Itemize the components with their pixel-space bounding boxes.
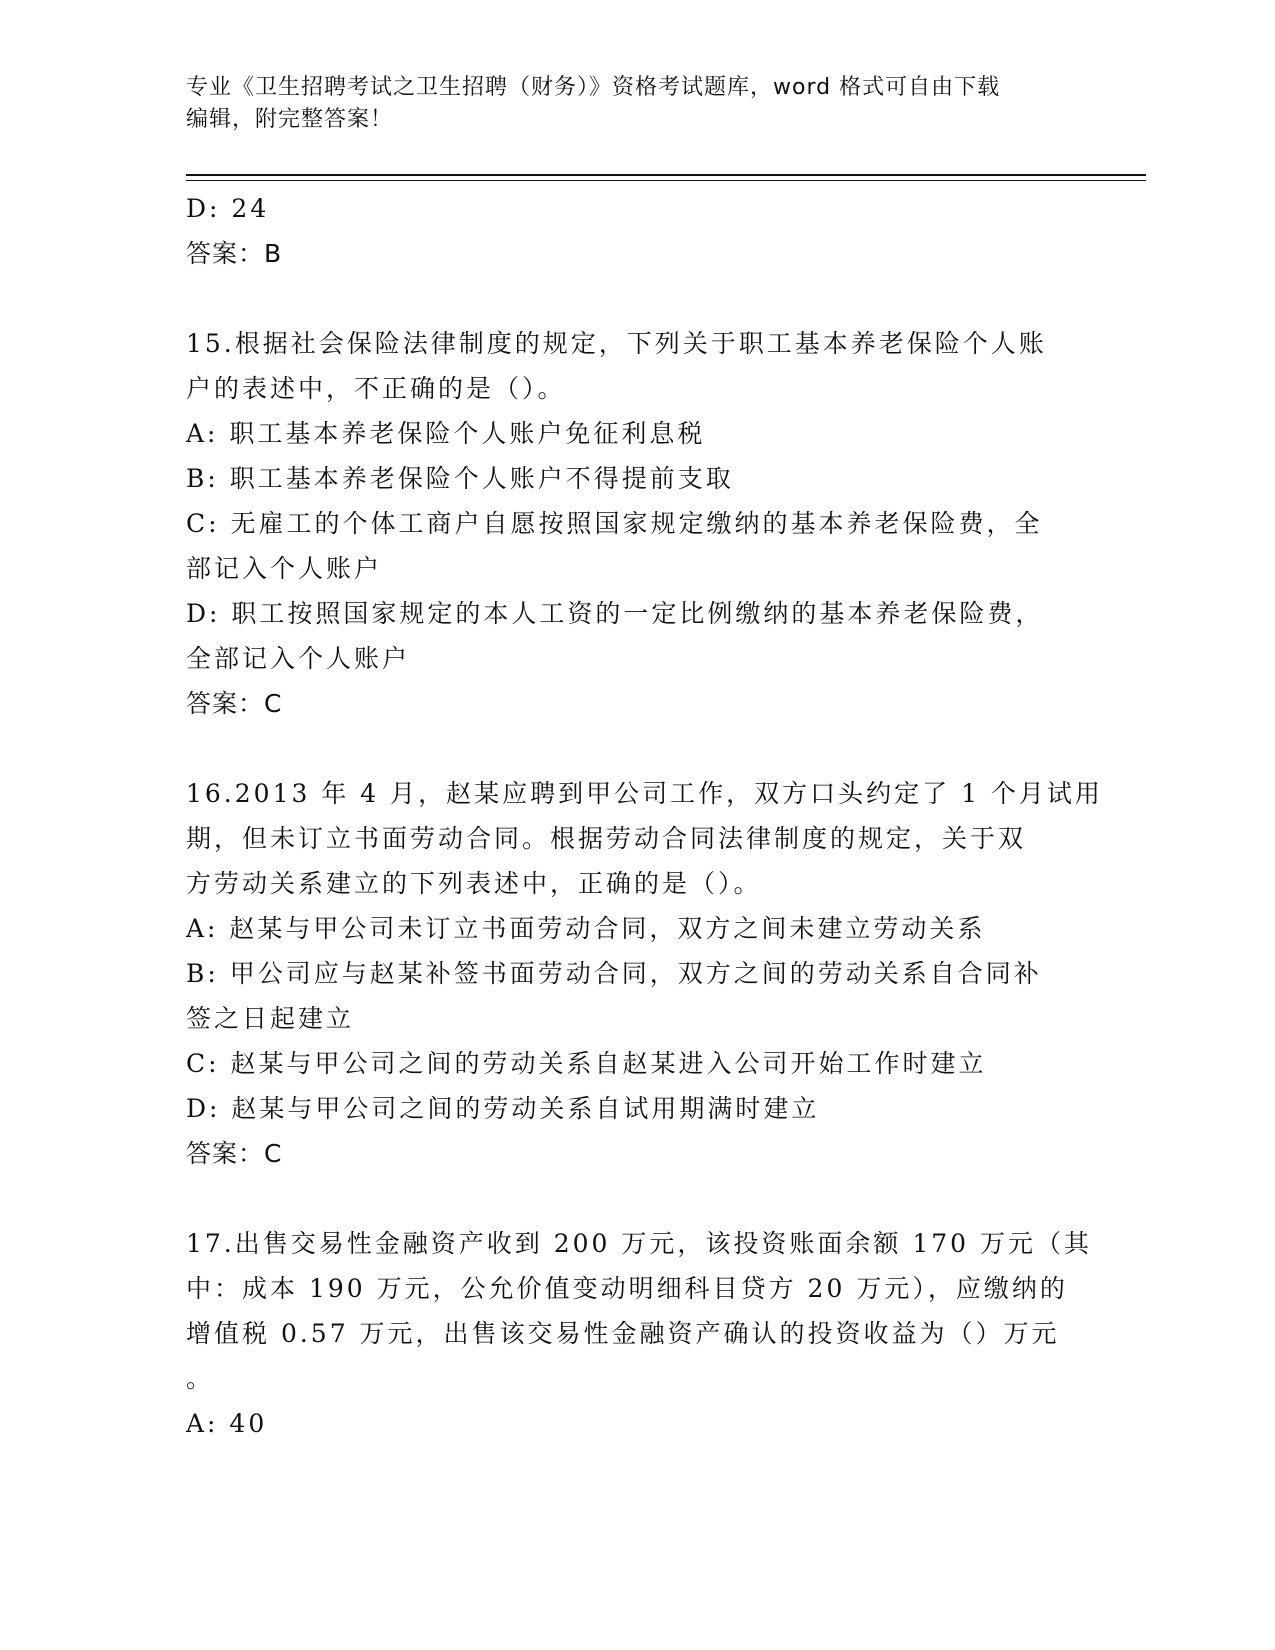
header-rule-thin xyxy=(186,180,1146,181)
answer: 答案：C xyxy=(186,1139,283,1168)
option-d: D: 24 xyxy=(186,194,270,223)
document-header xyxy=(186,72,1066,136)
option-d: D: 赵某与甲公司之间的劳动关系自试用期满时建立 xyxy=(186,1094,820,1123)
option-a: A: 赵某与甲公司未订立书面劳动合同，双方之间未建立劳动关系 xyxy=(186,914,986,943)
answer: 答案：B xyxy=(186,239,283,268)
answer: 答案：C xyxy=(186,689,283,718)
option-b-cont: 签之日起建立 xyxy=(186,1004,355,1033)
question-16 xyxy=(186,771,1103,1176)
option-a: A: 职工基本养老保险个人账户免征利息税 xyxy=(186,419,706,448)
question-text: 16.2013 年 4 月，赵某应聘到甲公司工作，双方口头约定了 1 个月试用 xyxy=(186,779,1103,808)
question-text: 中：成本 190 万元，公允价值变动明细科目贷方 20 万元），应缴纳的 xyxy=(186,1274,1068,1303)
question-text: 方劳动关系建立的下列表述中，正确的是（）。 xyxy=(186,869,762,898)
question-text: 。 xyxy=(186,1364,215,1393)
option-c-cont: 部记入个人账户 xyxy=(186,554,383,583)
question-text: 17.出售交易性金融资产收到 200 万元，该投资账面余额 170 万元（其 xyxy=(186,1229,1092,1258)
header-rule-thick xyxy=(186,174,1146,176)
header-line-1: 专业《卫生招聘考试之卫生招聘（财务）》资格考试题库，word 格式可自由下载 xyxy=(186,75,1001,100)
header-line-2: 编辑，附完整答案！ xyxy=(186,107,394,132)
question-15 xyxy=(186,321,1086,726)
option-b: B: 职工基本养老保险个人账户不得提前支取 xyxy=(186,464,734,493)
option-c: C: 赵某与甲公司之间的劳动关系自赵某进入公司开始工作时建立 xyxy=(186,1049,987,1078)
option-d-cont: 全部记入个人账户 xyxy=(186,644,411,673)
option-b: B: 甲公司应与赵某补签书面劳动合同，双方之间的劳动关系自合同补 xyxy=(186,959,1042,988)
option-c: C: 无雇工的个体工商户自愿按照国家规定缴纳的基本养老保险费，全 xyxy=(186,509,1043,538)
option-d: D: 职工按照国家规定的本人工资的一定比例缴纳的基本养老保险费， xyxy=(186,599,1044,628)
option-a: A: 40 xyxy=(186,1409,268,1438)
question-text: 增值税 0.57 万元，出售该交易性金融资产确认的投资收益为（）万元 xyxy=(186,1319,1060,1348)
question-text: 期，但未订立书面劳动合同。根据劳动合同法律制度的规定，关于双 xyxy=(186,824,1027,853)
question-text: 15.根据社会保险法律制度的规定，下列关于职工基本养老保险个人账 xyxy=(186,329,1047,358)
question-17 xyxy=(186,1221,1092,1446)
question-14-tail xyxy=(186,186,1086,276)
question-content xyxy=(186,186,1103,1446)
question-text: 户的表述中，不正确的是（）。 xyxy=(186,374,566,403)
